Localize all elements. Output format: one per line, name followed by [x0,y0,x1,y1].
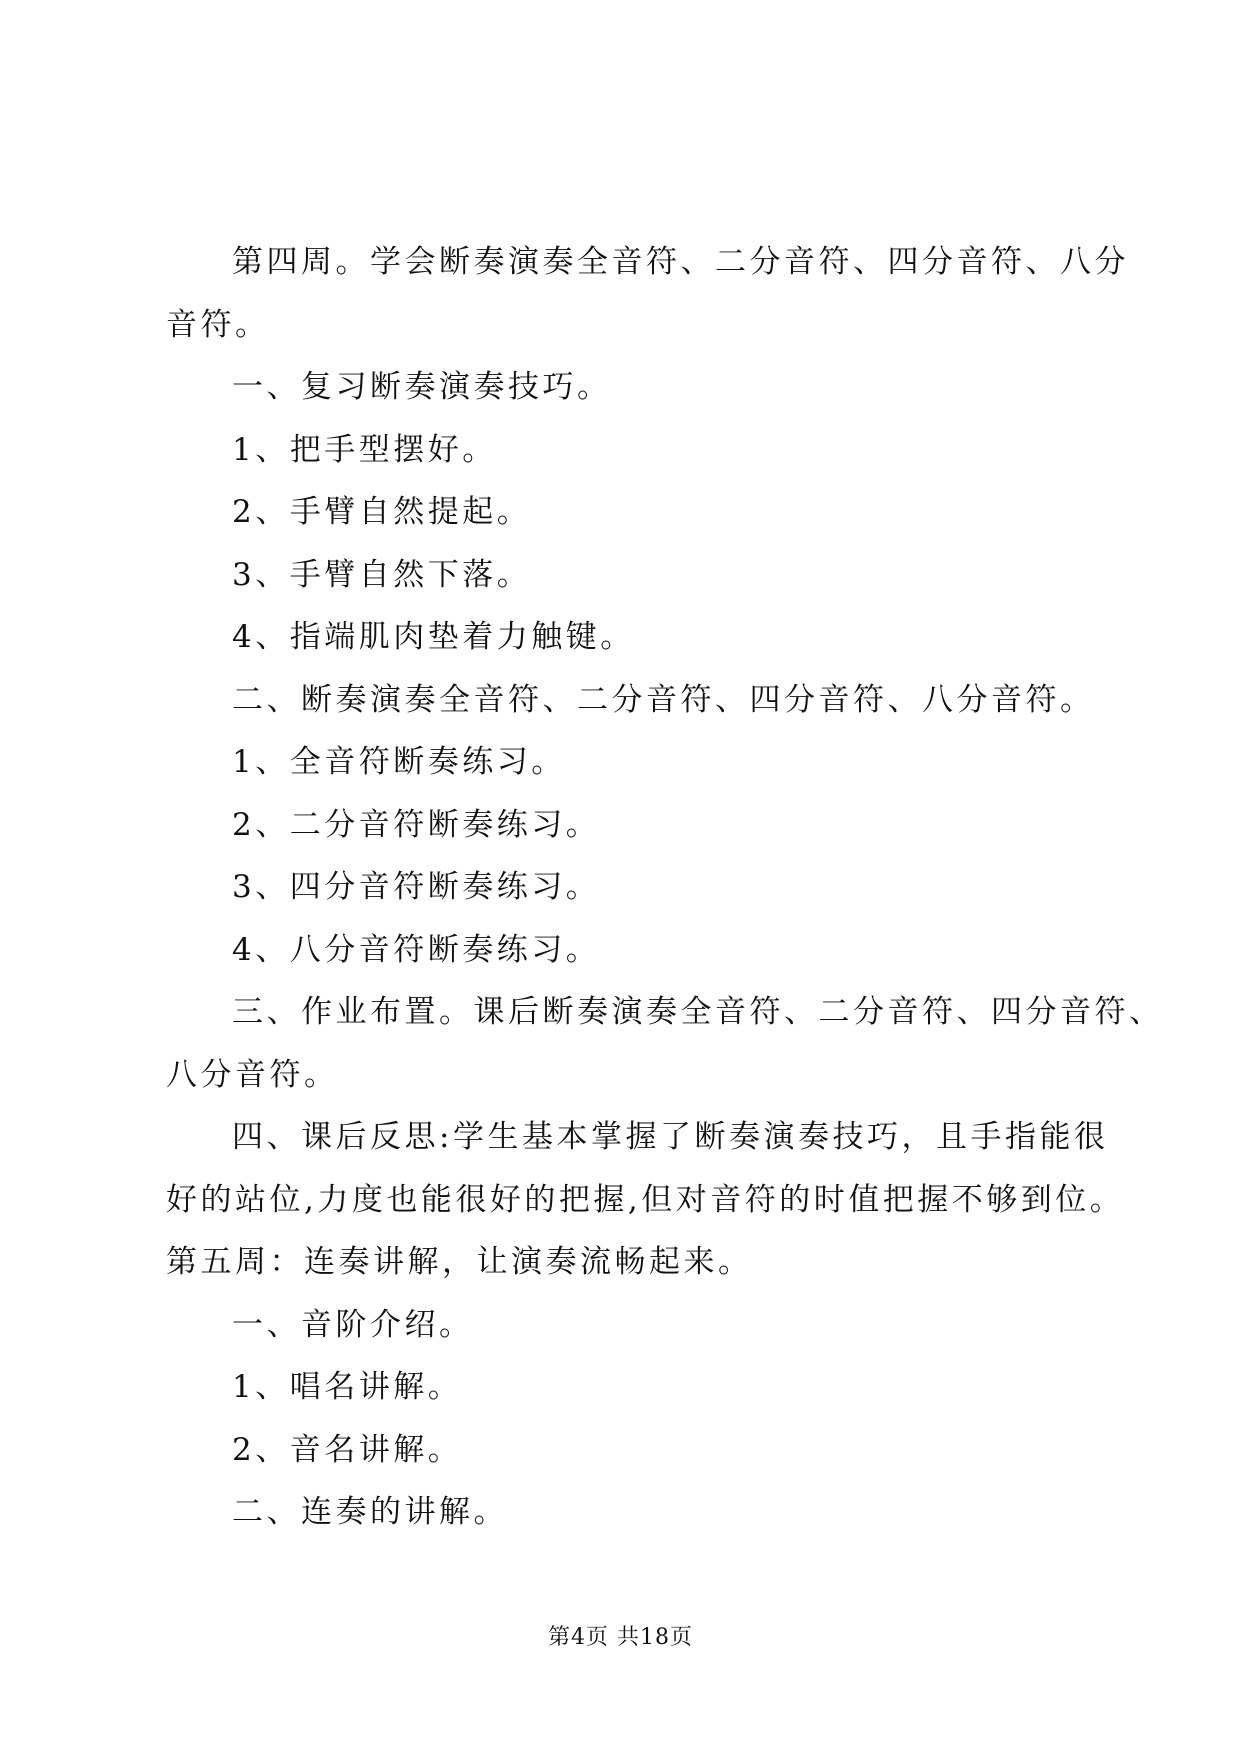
body-line: 一、音阶介绍。 [232,1306,474,1343]
body-line: 二、连奏的讲解。 [232,1494,508,1530]
body-line: 4、指端肌肉垫着力触键。 [232,619,635,655]
body-line: 八分音符。 [166,1056,339,1093]
body-line: 3、四分音符断奏练习。 [232,869,601,905]
body-line: 音符。 [166,306,270,343]
body-line: 3、手臂自然下落。 [232,556,532,593]
body-line: 2、二分音符断奏练习。 [232,806,601,843]
document-body [166,231,1164,1544]
body-line: 2、手臂自然提起。 [232,494,532,530]
body-line: 四、课后反思:学生基本掌握了断奏演奏技巧，且手指能很 [232,1119,1109,1155]
body-line: 1、全音符断奏练习。 [232,744,566,780]
body-line: 2、音名讲解。 [232,1431,463,1468]
body-line: 4、八分音符断奏练习。 [232,931,601,968]
body-line: 第五周：连奏讲解，让演奏流畅起来。 [166,1244,753,1280]
body-line: 1、把手型摆好。 [232,431,497,468]
body-line: 好的站位,力度也能很好的把握,但对音符的时值把握不够到位。 [166,1181,1125,1218]
body-line: 三、作业布置。课后断奏演奏全音符、二分音符、四分音符、 [232,994,1164,1030]
page-footer: 第4页 共18页 [548,1625,693,1650]
body-line: 二、断奏演奏全音符、二分音符、四分音符、八分音符。 [232,681,1095,718]
body-line: 第四周。学会断奏演奏全音符、二分音符、四分音符、八分 [232,244,1129,280]
body-line: 一、复习断奏演奏技巧。 [232,369,612,405]
body-line: 1、唱名讲解。 [232,1369,463,1405]
